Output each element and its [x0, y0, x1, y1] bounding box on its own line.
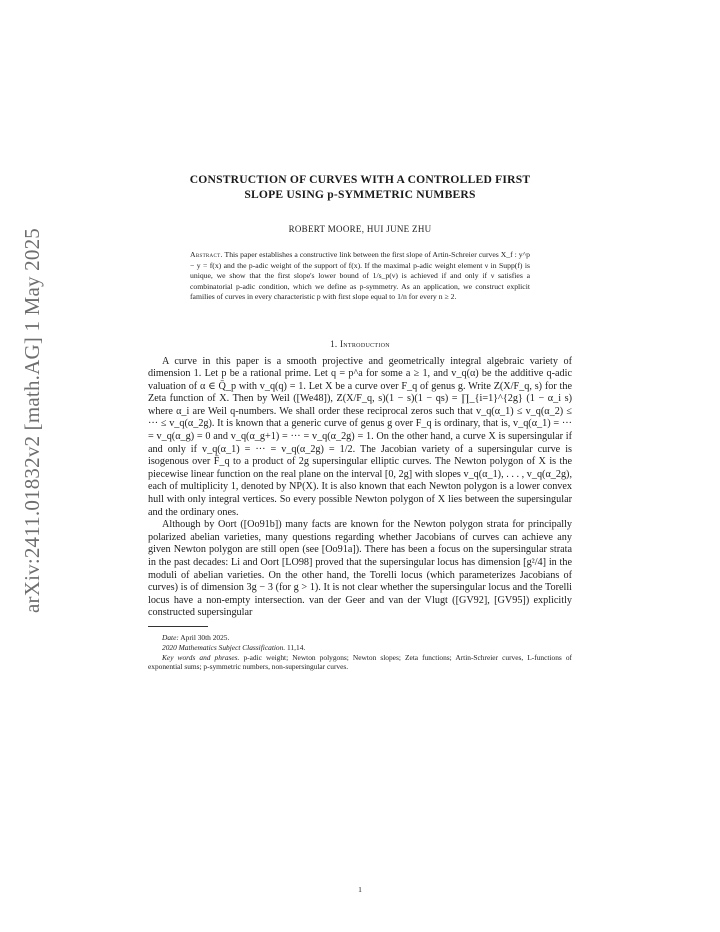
footnote-date: Date: April 30th 2025. — [162, 632, 230, 642]
footnote-keywords: Key words and phrases. p-adic weight; Newton polygons; Newton slopes; Zeta functions; Artin-Schreier curves, L-functions of exponential sums; p-symmetric numbers, non-supersingular curves. — [148, 652, 572, 672]
paper-page — [148, 172, 572, 672]
abstract-heading: Abstract. — [190, 250, 223, 259]
paragraph-2: Although by Oort ([Oo91b]) many facts are known for the Newton polygon strata for principally polarized abelian varieties, many questions regarding whether Jacobians of curves can achieve any given Newton polygon are still open (see [Oo91a]). There has been a focus on the supersingular strata in the past decades: Li and Oort [LO98] proved that the supersingular locus has dimension [g²/4] in the moduli of abelian varieties. On the other hand, the Torelli locus (which parameterizes Jacobians of curves) is of dimension 3g − 3 (for g > 1). It is not clear whether the supersingular locus and the Torelli locus have a non-empty intersection. van der Geer and van der Vlugt ([GV92], [GV95]) explicitly constructed supersingular — [148, 519, 572, 619]
arxiv-identifier: arXiv:2411.01832v2 [math.AG] 1 May 2025 — [19, 227, 44, 613]
title-line-2: SLOPE USING p-SYMMETRIC NUMBERS — [244, 188, 476, 201]
section-title: Introduction — [339, 338, 390, 349]
footnote-rule — [148, 626, 208, 627]
paper-title — [148, 172, 572, 202]
footnote-msc: 2020 Mathematics Subject Classification. 11,14. — [162, 642, 306, 652]
title-line-1: CONSTRUCTION OF CURVES WITH A CONTROLLED FIRST — [189, 173, 531, 186]
paragraph-1: A curve in this paper is a smooth projective and geometrically integral algebraic variety of dimension 1. Let p be a rational prime. Let q = p^a for some a ≥ 1, and v_q(α) be the additive q-adic valuation of α ∈ Q̄_p with v_q(q) = 1. Let X be a curve over F_q of genus g. Write Z(X/F_q, s) for the Zeta function of X. Then by Weil ([We48]), Z(X/F_q, s)(1 − s)(1 − qs) = ∏_{i=1}^{2g} (1 − α_i s) where α_i are Weil q-numbers. We shall order these reciprocal zeros such that v_q(α_1) ≤ v_q(α_2) ≤ ··· ≤ v_q(α_2g). It is known that a generic curve of genus g over F_q is ordinary, that is, v_q(α_1) = ··· = v_q(α_g) = 0 and v_q(α_g+1) = ··· = v_q(α_2g) = 1. On the other hand, a curve X is supersingular if and only if v_q(α_1) = ··· = v_q(α_2g) = 1/2. The Jacobian variety of a supersingular curve is isogenous over F̄_q to a product of 2g supersingular elliptic curves. The Newton polygon of X is the piecewise linear function on the real plane on the interval [0, 2g] with slopes v_q(α_1), . . . , v_q(α_2g), each of multiplicity 1, denoted by NP(X). It is also known that each Newton polygon is a lower convex hull with only integral vertices. So every possible Newton polygon of X lies between the supersingular and the ordinary ones. — [148, 355, 572, 518]
abstract — [190, 250, 530, 303]
section-number: 1. — [330, 338, 338, 349]
body-text — [148, 356, 572, 620]
page-number: 1 — [358, 885, 362, 894]
section-heading — [148, 339, 572, 349]
footnotes — [148, 633, 572, 672]
abstract-text: This paper establishes a constructive link between the first slope of Artin-Schreier curves X_f : y^p − y = f(x) and the p-adic weight of the support of f(x). If the maximal p-adic weight element ν in Supp(f) is unique, we show that the first slope's lower bound of 1/s_p(ν) is achieved if and only if ν satisfies a combinatorial p-adic condition, which we define as p-symmetry. As an application, we construct explicit families of curves in every characteristic p with first slope equal to 1/n for every n ≥ 2. — [190, 250, 530, 301]
authors: ROBERT MOORE, HUI JUNE ZHU — [288, 224, 432, 234]
